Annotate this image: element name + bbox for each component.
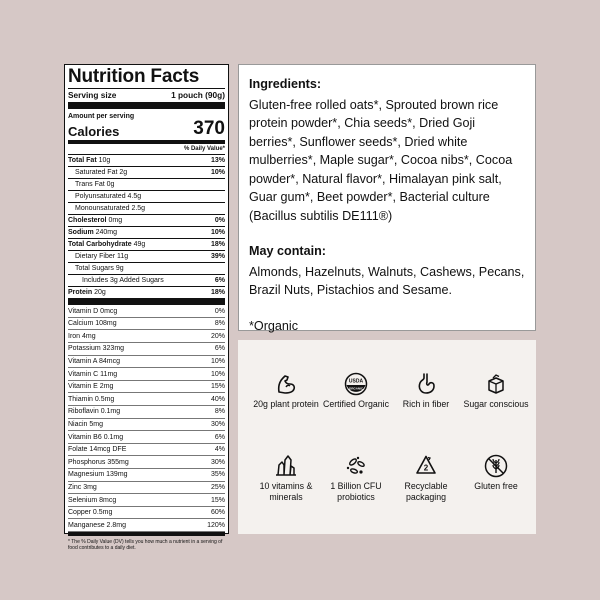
ingredients-panel <box>238 64 536 331</box>
vitamin-pct: 6% <box>214 433 225 441</box>
benefit-item <box>322 372 390 410</box>
may-contain-heading: May contain: <box>249 244 326 258</box>
vitamin-row <box>68 444 225 457</box>
svg-text:USDA: USDA <box>348 378 364 385</box>
vitamin-label <box>68 446 126 453</box>
nutrient-name: Total Carbohydrate <box>68 241 132 249</box>
nutrient-pct: 10% <box>210 229 225 237</box>
nutrient-name: Protein <box>68 289 93 297</box>
vitamin-row <box>68 507 225 520</box>
vitamin-row <box>68 381 225 394</box>
ingredients-text: Gluten-free rolled oats*, Sprouted brown rice protein powder*, Chia seeds*, Dried Goji berries*, Sunflower seeds*, Dried white mulberries*, Maple sugar*, Cocoa nibs*, Cocoa powder*, Natural flavor*, Himalayan pink salt, Guar gum*, Beet powder*, Bacterial culture (Bacillus subtilis DE111®) <box>249 97 513 223</box>
vitamin-row <box>68 330 225 343</box>
vitamin-name: Copper <box>68 509 91 517</box>
vitamin-row <box>68 431 225 444</box>
vitamin-name: Manganese <box>68 521 105 529</box>
vitamin-name: Iron <box>68 332 81 340</box>
nutrient-pct: 0% <box>214 217 225 225</box>
vitamin-label <box>68 358 120 365</box>
vitamin-name: Vitamin D <box>68 307 99 315</box>
benefit-item <box>392 372 460 410</box>
nutrient-row <box>68 203 225 215</box>
benefit-label: Certified Organic <box>322 399 389 409</box>
usda-organic-seal-icon <box>344 372 368 396</box>
vitamin-label <box>68 509 112 516</box>
nutrient-row <box>68 155 225 167</box>
vitamin-pct: 120% <box>207 521 225 529</box>
bacteria-icon <box>344 454 368 478</box>
nutrient-name: Sodium <box>68 229 94 237</box>
vitamin-pct: 4% <box>214 446 225 454</box>
nutrient-name: Dietary Fiber <box>75 253 116 261</box>
vitamin-amount: 11mg <box>100 370 118 378</box>
vitamin-label <box>68 471 128 478</box>
vitamin-label <box>68 345 124 352</box>
benefit-label: Rich in fiber <box>402 399 450 409</box>
stomach-icon <box>414 372 438 396</box>
vitamin-pct: 10% <box>210 370 225 378</box>
nutrient-pct: 39% <box>210 253 225 261</box>
nutrient-amount: 10g <box>98 157 111 165</box>
nutrient-row <box>68 275 225 287</box>
vitamin-row <box>68 469 225 482</box>
calories-label: Calories <box>68 124 120 140</box>
nutrient-pct: 10% <box>210 169 225 177</box>
vitamin-row <box>68 318 225 331</box>
vitamin-amount: 14mcg DFE <box>89 446 127 454</box>
vitamin-label <box>68 320 117 327</box>
nutrient-amount: 9g <box>115 265 124 273</box>
nutrient-row <box>68 239 225 251</box>
sugar-cubes-icon <box>484 372 508 396</box>
nutrient-name: Polyunsaturated <box>75 193 126 201</box>
benefit-item <box>462 372 530 410</box>
nutrient-pct: 13% <box>210 157 225 165</box>
vitamin-label <box>68 434 123 441</box>
vitamin-pct: 40% <box>210 395 225 403</box>
benefit-item <box>252 372 320 410</box>
organic-note: *Organic <box>249 318 298 333</box>
vitamin-pct: 6% <box>214 345 225 353</box>
vitamins-minerals-list <box>68 305 225 532</box>
vitamin-label <box>68 371 117 378</box>
vitamin-amount: 108mg <box>95 320 117 328</box>
benefit-item <box>252 454 320 502</box>
nutrition-facts-label <box>64 64 229 551</box>
vitamin-name: Potassium <box>68 345 101 353</box>
nutrient-name: Includes 3g Added Sugars <box>82 277 164 285</box>
vitamin-label <box>68 421 103 428</box>
vitamin-row <box>68 406 225 419</box>
benefit-label: 10 vitamins & minerals <box>259 481 313 502</box>
nutrient-amount: 0g <box>106 181 115 189</box>
vitamin-pct: 35% <box>210 471 225 479</box>
vitamin-pct: 15% <box>210 496 225 504</box>
vitamin-name: Riboflavin <box>68 408 99 416</box>
benefit-label: 1 Billion CFU probiotics <box>330 481 382 502</box>
vitamin-name: Zinc <box>68 483 82 491</box>
crystals-icon <box>274 454 298 478</box>
vitamin-pct: 30% <box>210 458 225 466</box>
vitamin-amount: 2mg <box>99 383 114 391</box>
vitamin-pct: 8% <box>214 408 225 416</box>
vitamin-amount: 3mg <box>83 483 97 491</box>
nutrition-title: Nutrition Facts <box>68 67 225 89</box>
nutrient-pct: 18% <box>210 241 225 249</box>
vitamin-row <box>68 393 225 406</box>
vitamin-name: Phosphorus <box>68 458 106 466</box>
vitamin-row <box>68 494 225 507</box>
vitamin-pct: 60% <box>210 509 225 517</box>
nutrient-amount: 4.5g <box>127 193 142 201</box>
vitamin-amount: 323mg <box>102 345 125 353</box>
nutrient-row <box>68 215 225 227</box>
muscle-arm-icon <box>274 372 298 396</box>
vitamin-label <box>68 459 129 466</box>
nutrient-amount: 240mg <box>95 229 118 237</box>
vitamin-amount: 0.1mg <box>103 433 124 441</box>
benefit-item <box>322 454 390 502</box>
nutrient-name: Saturated Fat <box>75 169 118 177</box>
vitamin-name: Thiamin <box>68 395 93 403</box>
amount-per-serving: Amount per serving <box>68 113 135 121</box>
calories-row <box>68 120 225 144</box>
benefit-item <box>462 454 530 492</box>
nutrient-name: Total Fat <box>68 157 97 165</box>
vitamin-amount: 139mg <box>106 471 128 479</box>
nutrient-row <box>68 191 225 203</box>
vitamin-label <box>68 408 120 415</box>
nutrient-row <box>68 287 225 305</box>
vitamin-pct: 8% <box>214 320 225 328</box>
nutrient-row <box>68 263 225 275</box>
benefit-label: Gluten free <box>474 481 518 491</box>
vitamin-amount: 0.1mg <box>100 408 121 416</box>
vitamin-amount: 8mcg <box>99 496 117 504</box>
nutrient-amount: 49g <box>133 241 146 249</box>
may-contain-text: Almonds, Hazelnuts, Walnuts, Cashews, Pecans, Brazil Nuts, Pistachios and Sesame. <box>249 264 525 297</box>
nutrient-name: Cholesterol <box>68 217 107 225</box>
benefit-label: Recyclable packaging <box>404 481 448 502</box>
vitamin-pct: 10% <box>210 357 225 365</box>
nutrient-name: Trans Fat <box>75 181 105 189</box>
vitamin-label <box>68 484 97 491</box>
vitamin-name: Niacin <box>68 420 88 428</box>
vitamin-pct: 20% <box>210 332 225 340</box>
vitamin-label <box>68 333 96 340</box>
vitamin-row <box>68 356 225 369</box>
vitamin-name: Folate <box>68 446 88 454</box>
vitamin-amount: 0.5mg <box>92 509 113 517</box>
daily-value-footnote: * The % Daily Value (DV) tells you how much a nutrient in a serving of food contributes to a daily diet. <box>68 532 225 551</box>
vitamin-label <box>68 308 117 315</box>
vitamin-row <box>68 368 225 381</box>
serving-size-value: 1 pouch (90g) <box>171 90 225 100</box>
vitamin-row <box>68 419 225 432</box>
vitamin-label <box>68 522 126 529</box>
nutrient-amount: 20g <box>94 289 106 297</box>
vitamin-amount: 355mg <box>107 458 129 466</box>
vitamin-amount: 2.8mg <box>106 521 127 529</box>
vitamin-pct: 30% <box>210 420 225 428</box>
vitamin-amount: 0mcg <box>100 307 118 315</box>
vitamin-name: Selenium <box>68 496 98 504</box>
svg-text:2: 2 <box>423 463 429 473</box>
vitamin-amount: 4mg <box>82 332 96 340</box>
vitamin-name: Vitamin E <box>68 383 98 391</box>
nutrient-row <box>68 251 225 263</box>
recycle-2-icon <box>414 454 438 478</box>
nutrient-row <box>68 227 225 239</box>
ingredients-heading: Ingredients: <box>249 77 322 91</box>
vitamin-label <box>68 396 114 403</box>
nutrient-pct: 18% <box>210 289 225 297</box>
nutrient-row <box>68 179 225 191</box>
vitamin-row <box>68 519 225 532</box>
calories-value: 370 <box>193 118 225 140</box>
vitamin-name: Calcium <box>68 320 94 328</box>
benefit-item <box>392 454 460 502</box>
vitamin-name: Vitamin B6 <box>68 433 102 441</box>
nutrient-row <box>68 167 225 179</box>
svg-text:ORGANIC: ORGANIC <box>348 386 364 391</box>
nutrient-amount: 2g <box>119 169 128 177</box>
nutrient-amount: 11g <box>117 253 129 261</box>
vitamin-pct: 0% <box>214 307 225 315</box>
vitamin-amount: 0.5mg <box>94 395 115 403</box>
nutrient-name: Monounsaturated <box>75 205 130 213</box>
vitamin-label <box>68 497 116 504</box>
daily-value-header: % Daily Value* <box>68 144 225 155</box>
vitamin-row <box>68 482 225 495</box>
vitamin-row <box>68 456 225 469</box>
benefits-panel <box>238 340 536 534</box>
vitamin-pct: 15% <box>210 383 225 391</box>
vitamin-label <box>68 383 113 390</box>
nutrient-amount: 0mg <box>108 217 123 225</box>
wheat-crossed-icon <box>484 454 508 478</box>
serving-size-label: Serving size <box>68 90 117 100</box>
vitamin-name: Vitamin C <box>68 370 99 378</box>
vitamin-name: Vitamin A <box>68 357 98 365</box>
vitamin-row <box>68 305 225 318</box>
benefit-label: Sugar conscious <box>463 399 529 409</box>
benefit-label: 20g plant protein <box>253 399 319 409</box>
vitamin-name: Magnesium <box>68 471 105 479</box>
serving-size-row <box>68 89 225 109</box>
nutrient-amount: 2.5g <box>131 205 146 213</box>
vitamin-amount: 84mcg <box>99 357 121 365</box>
vitamin-pct: 25% <box>210 483 225 491</box>
nutrient-pct: 6% <box>214 277 225 285</box>
vitamin-row <box>68 343 225 356</box>
nutrient-name: Total Sugars <box>75 265 114 273</box>
vitamin-amount: 5mg <box>89 420 104 428</box>
